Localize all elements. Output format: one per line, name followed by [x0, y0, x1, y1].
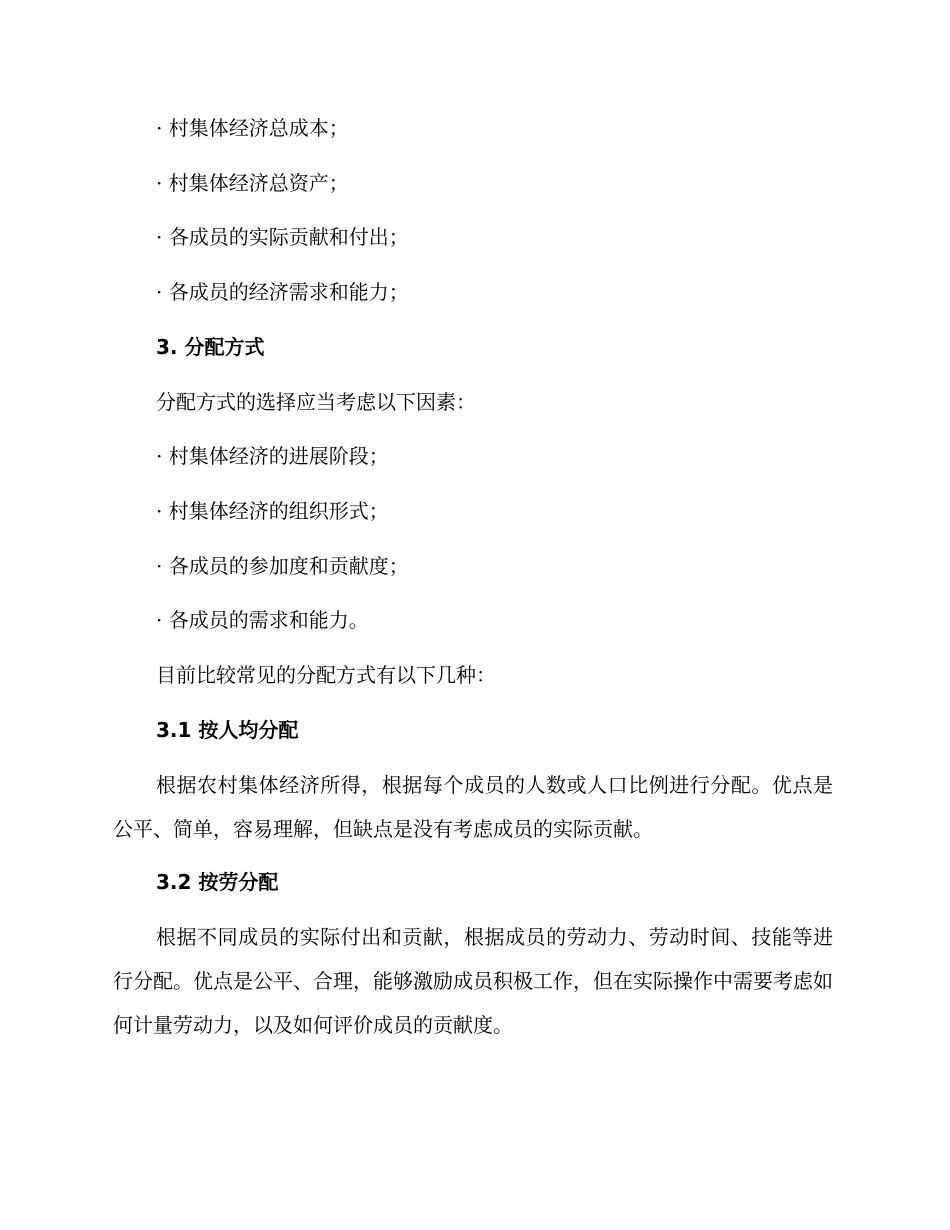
section-heading-3: 3. 分配方式 — [156, 335, 265, 359]
list-item: · 村集体经济总资产； — [156, 171, 349, 195]
list-item: · 村集体经济总成本； — [156, 116, 349, 140]
list-item: · 各成员的实际贡献和付出； — [156, 225, 409, 249]
list-item: · 各成员的经济需求和能力； — [156, 280, 409, 304]
list-item: · 各成员的需求和能力。 — [156, 608, 369, 632]
section-intro: 分配方式的选择应当考虑以下因素： — [156, 390, 476, 414]
common-methods-intro: 目前比较常见的分配方式有以下几种： — [156, 663, 496, 687]
list-item: · 各成员的参加度和贡献度； — [156, 554, 409, 578]
paragraph-3-2: 根据不同成员的实际付出和贡献，根据成员的劳动力、劳动时间、技能等进行分配。优点是公平、合理，能够激励成员积极工作，但在实际操作中需要考虑如何计量劳动力，以及如何评价成员的贡献度。 — [113, 925, 833, 1037]
list-item: · 村集体经济的进展阶段； — [156, 444, 389, 468]
section-heading-3-2: 3.2 按劳分配 — [156, 870, 279, 894]
paragraph-3-1: 根据农村集体经济所得，根据每个成员的人数或人口比例进行分配。优点是公平、简单，容易理解，但缺点是没有考虑成员的实际贡献。 — [113, 773, 833, 841]
section-heading-3-1: 3.1 按人均分配 — [156, 718, 299, 742]
list-item: · 村集体经济的组织形式； — [156, 499, 389, 523]
